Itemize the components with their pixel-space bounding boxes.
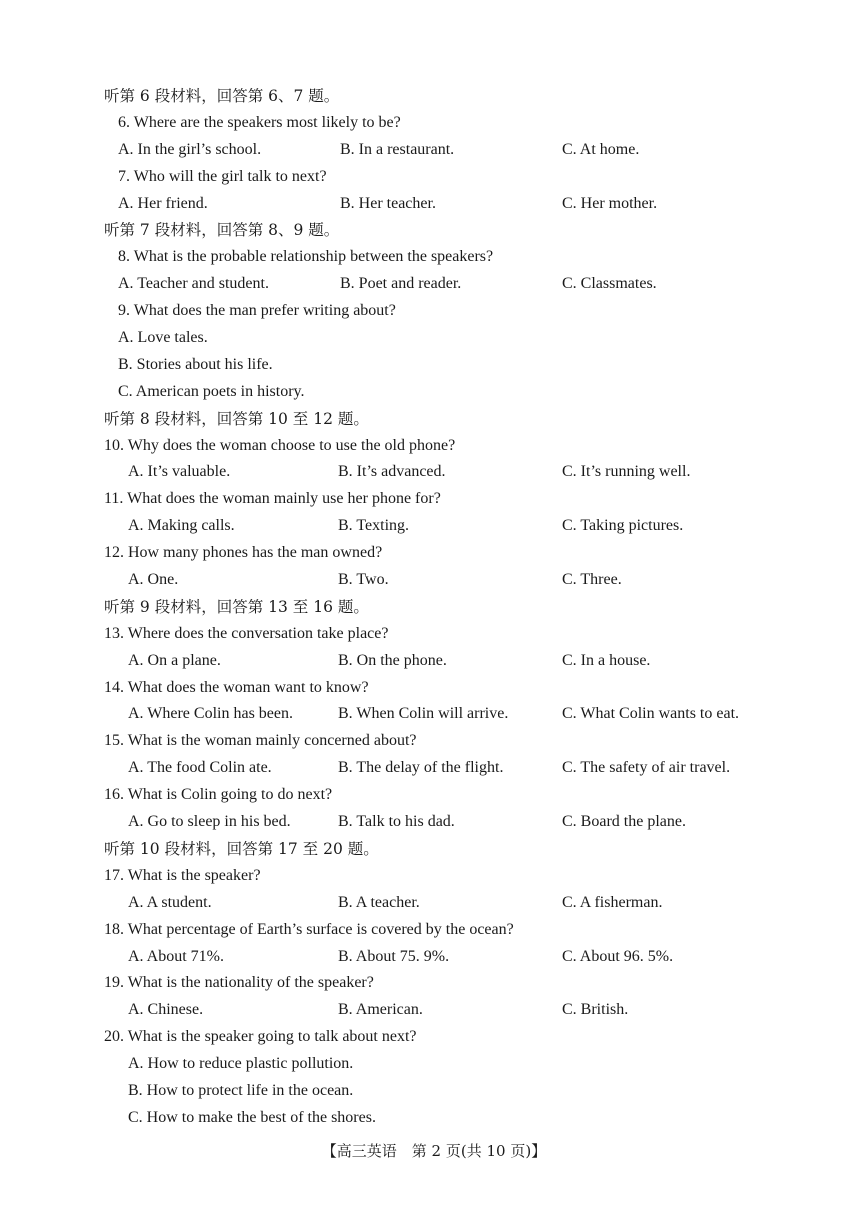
- option-c: C. Her mother.: [562, 194, 658, 212]
- option-a: A. Her friend.: [118, 194, 208, 212]
- option-a: A. It’s valuable.: [128, 463, 231, 481]
- options-row: [104, 890, 804, 917]
- question-stem: 13. Where does the conversation take place?: [104, 624, 389, 642]
- option-a: A. One.: [128, 571, 179, 589]
- question-stem: 20. What is the speaker going to talk about next?: [104, 1028, 417, 1046]
- option-b: B. A teacher.: [338, 893, 420, 911]
- option-c: C. Classmates.: [562, 275, 657, 293]
- option-c: C. Taking pictures.: [562, 517, 684, 535]
- page-footer: 【高三英语 第 2 页(共 10 页)】: [321, 1142, 547, 1160]
- option-c: C. The safety of air travel.: [562, 759, 731, 777]
- option-a: A. Making calls.: [128, 517, 235, 535]
- option-c: C. Three.: [562, 571, 622, 589]
- question-stem: 9. What does the man prefer writing about?: [118, 302, 396, 320]
- option-c: C. How to make the best of the shores.: [128, 1108, 376, 1126]
- question-stem: 15. What is the woman mainly concerned about?: [104, 732, 417, 750]
- options-row: [104, 271, 804, 298]
- option-a: A. Love tales.: [118, 329, 208, 347]
- option-a: A. Chinese.: [128, 1001, 204, 1019]
- options-row: [104, 191, 804, 218]
- option-c: C. In a house.: [562, 651, 651, 669]
- option-a: A. The food Colin ate.: [128, 759, 272, 777]
- exam-content: [104, 83, 804, 1132]
- options-row: [104, 648, 804, 675]
- question-stem: 12. How many phones has the man owned?: [104, 544, 383, 562]
- options-row: [104, 997, 804, 1024]
- options-row: [104, 459, 804, 486]
- option-b: B. Poet and reader.: [340, 275, 462, 293]
- option-b: B. Stories about his life.: [118, 355, 273, 373]
- option-c: C. At home.: [562, 140, 640, 158]
- question-stem: 6. Where are the speakers most likely to be?: [118, 113, 401, 131]
- section-header: 听第 7 段材料，回答第 8、9 题。: [104, 221, 340, 240]
- option-c: C. American poets in history.: [118, 382, 305, 400]
- option-a: A. Go to sleep in his bed.: [128, 813, 291, 831]
- option-b: B. Two.: [338, 571, 389, 589]
- option-a: A. On a plane.: [128, 651, 221, 669]
- option-a: A. Where Colin has been.: [128, 705, 293, 723]
- option-b: B. How to protect life in the ocean.: [128, 1081, 354, 1099]
- option-a: A. A student.: [128, 893, 212, 911]
- question-stem: 11. What does the woman mainly use her phone for?: [104, 490, 441, 508]
- options-row: [104, 755, 804, 782]
- question-stem: 17. What is the speaker?: [104, 866, 261, 884]
- question-stem: 8. What is the probable relationship between the speakers?: [118, 248, 494, 266]
- question-stem: 16. What is Colin going to do next?: [104, 786, 333, 804]
- question-stem: 18. What percentage of Earth’s surface is covered by the ocean?: [104, 920, 514, 938]
- options-row: [104, 567, 804, 594]
- section-header: 听第 9 段材料，回答第 13 至 16 题。: [104, 597, 369, 616]
- option-a: A. Teacher and student.: [118, 275, 269, 293]
- option-b: B. When Colin will arrive.: [338, 705, 509, 723]
- option-c: C. It’s running well.: [562, 463, 691, 481]
- option-b: B. On the phone.: [338, 651, 447, 669]
- option-b: B. It’s advanced.: [338, 463, 446, 481]
- options-row: [104, 701, 804, 728]
- option-c: C. A fisherman.: [562, 893, 663, 911]
- question-stem: 10. Why does the woman choose to use the old phone?: [104, 436, 456, 454]
- options-row: [104, 944, 804, 971]
- section-header: 听第 10 段材料，回答第 17 至 20 题。: [104, 839, 379, 858]
- option-b: B. Texting.: [338, 517, 410, 535]
- option-c: C. Board the plane.: [562, 813, 686, 831]
- question-stem: 14. What does the woman want to know?: [104, 678, 369, 696]
- section-header: 听第 6 段材料，回答第 6、7 题。: [104, 87, 340, 105]
- option-c: C. What Colin wants to eat.: [562, 705, 740, 723]
- option-a: A. How to reduce plastic pollution.: [128, 1055, 354, 1073]
- option-a: A. About 71%.: [128, 947, 224, 965]
- option-c: C. British.: [562, 1001, 629, 1019]
- options-row: [104, 137, 804, 164]
- option-b: B. American.: [338, 1001, 423, 1019]
- question-stem: 7. Who will the girl talk to next?: [118, 167, 327, 185]
- option-a: A. In the girl’s school.: [118, 140, 262, 158]
- option-b: B. Talk to his dad.: [338, 813, 455, 831]
- option-b: B. The delay of the flight.: [338, 759, 504, 777]
- option-b: B. In a restaurant.: [340, 140, 455, 158]
- options-row: [104, 809, 804, 836]
- question-stem: 19. What is the nationality of the speaker?: [104, 974, 374, 992]
- options-row: [104, 513, 804, 540]
- option-b: B. About 75. 9%.: [338, 947, 450, 965]
- option-b: B. Her teacher.: [340, 194, 436, 212]
- option-c: C. About 96. 5%.: [562, 947, 674, 965]
- section-header: 听第 8 段材料，回答第 10 至 12 题。: [104, 409, 369, 428]
